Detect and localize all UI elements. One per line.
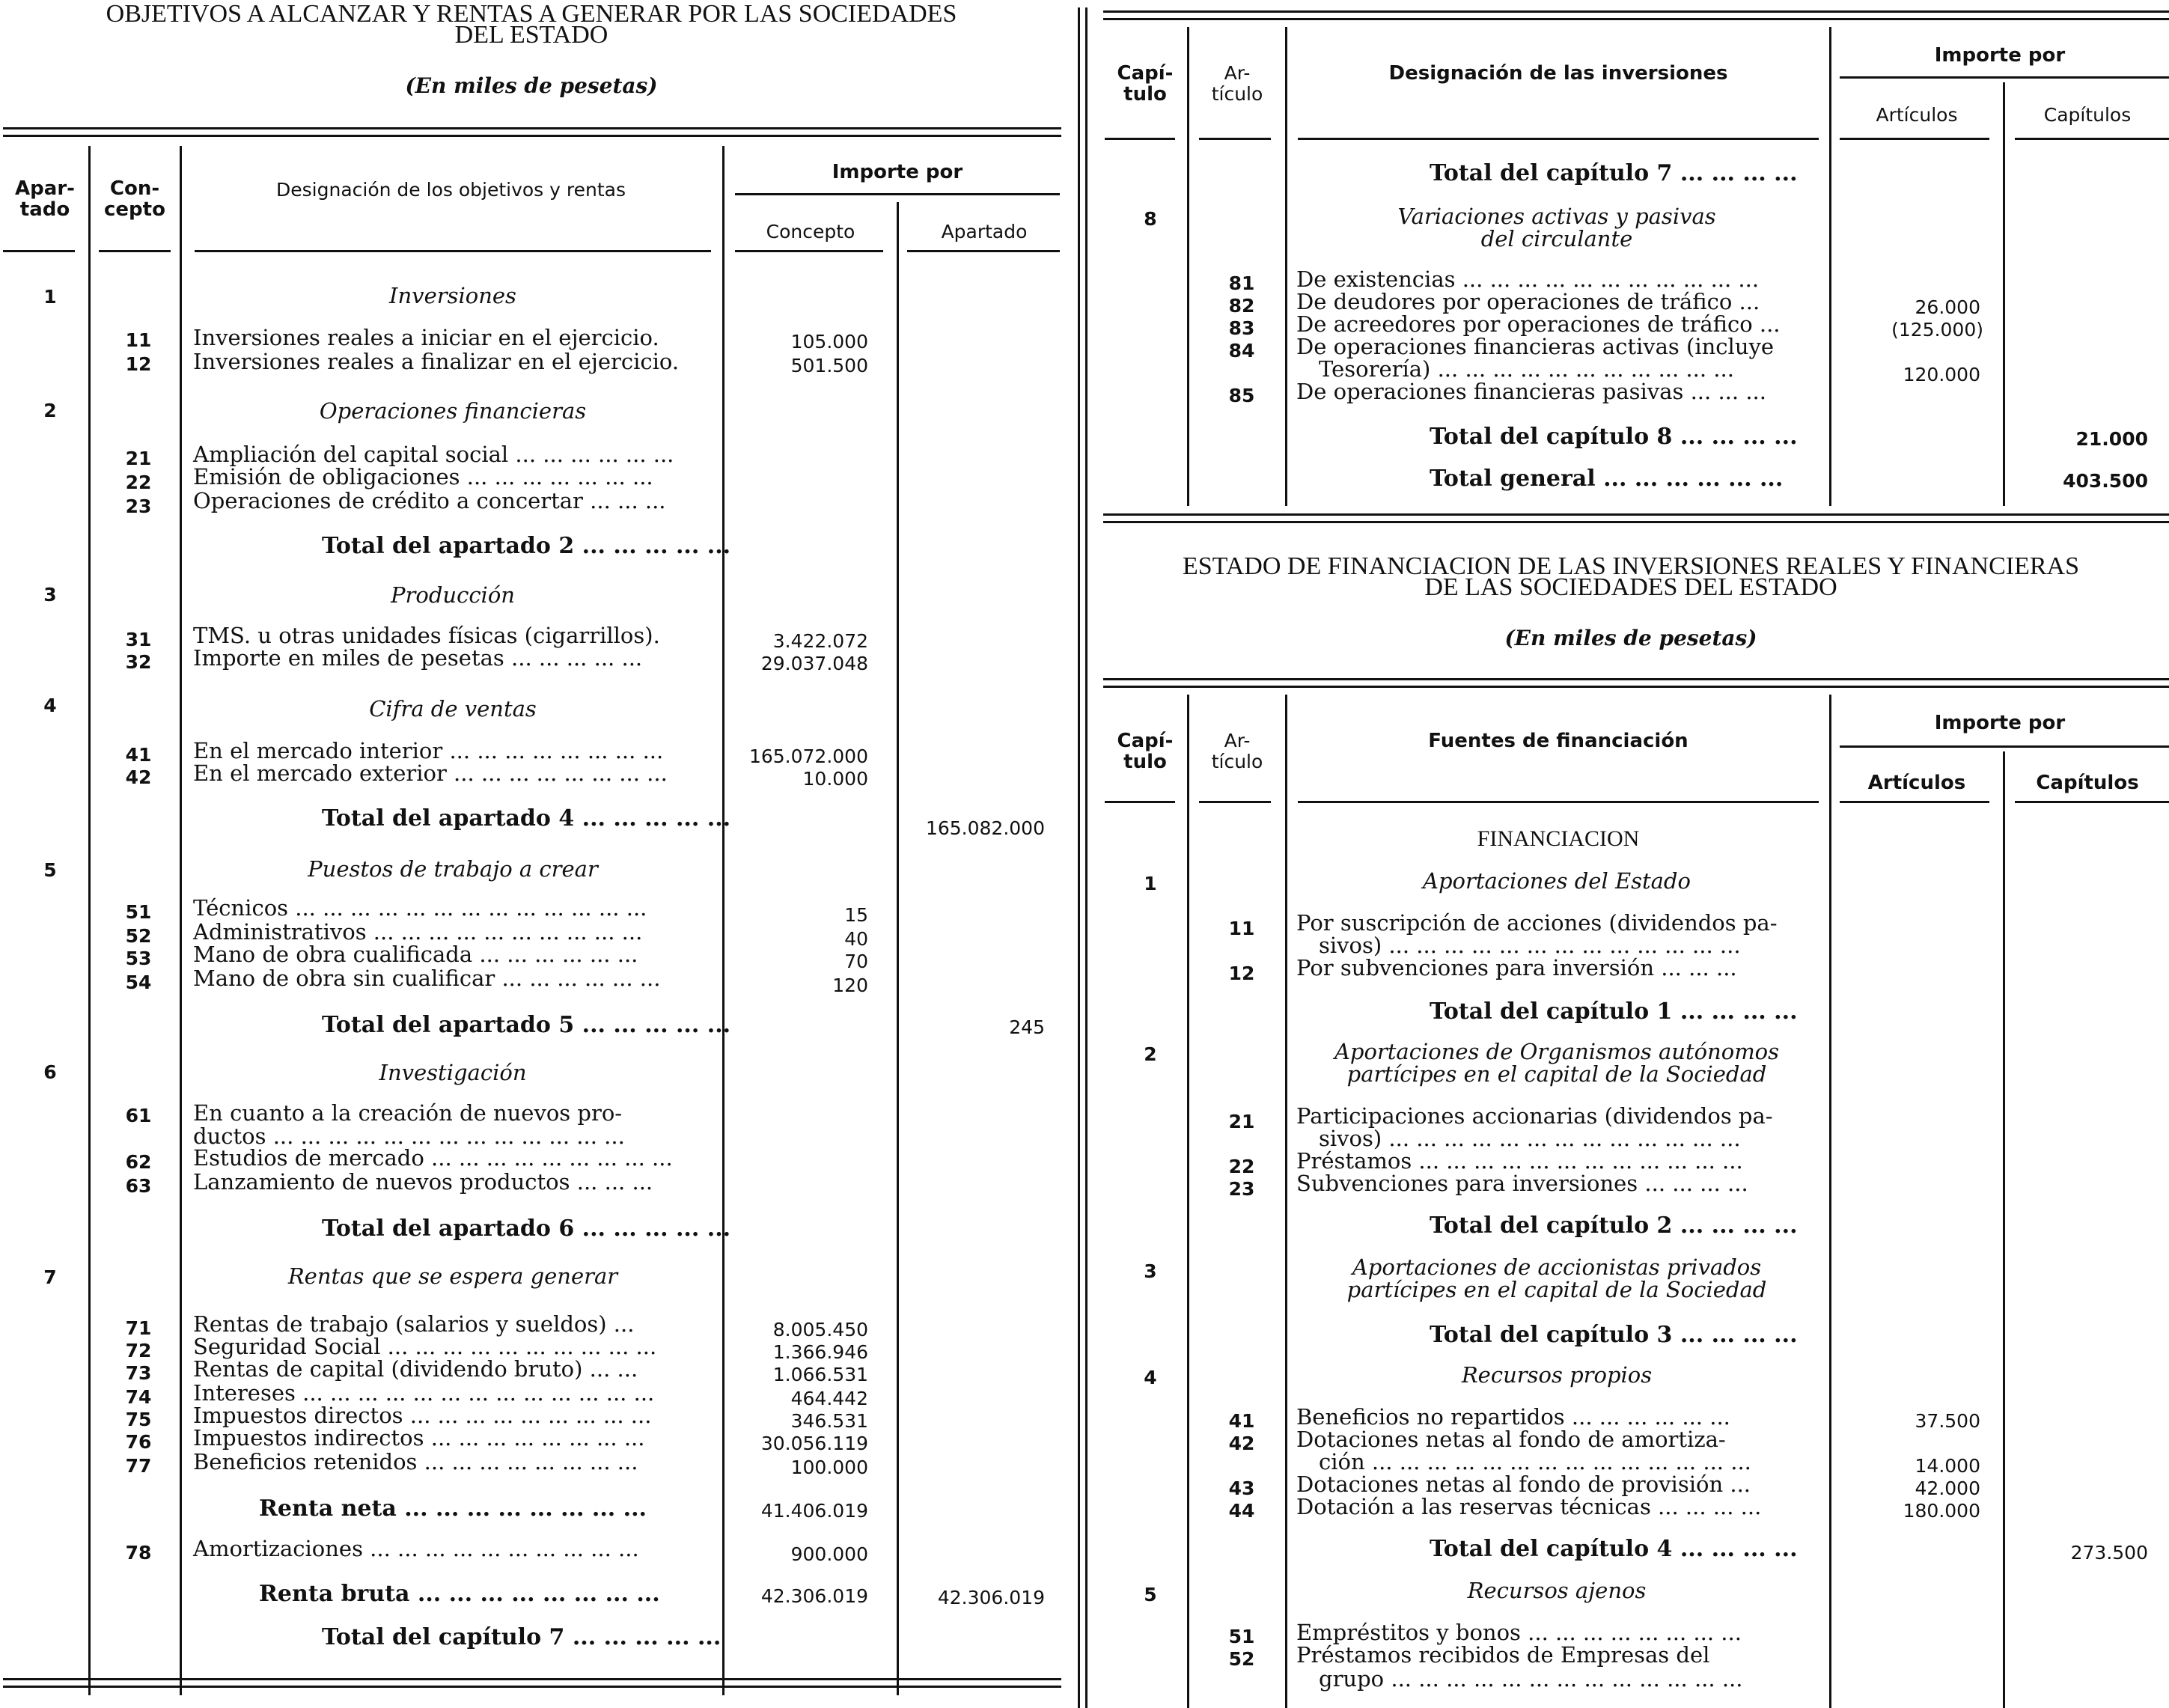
- rt-bottom-rule: [1103, 513, 2169, 516]
- row-concepto-value: 30.056.119: [760, 1433, 868, 1454]
- rt-hdr-articulo-l1: Ar-: [1224, 62, 1251, 84]
- section-number: 3: [43, 584, 57, 606]
- row-text: Administrativos ... ... ... ... ... ... ... ... ... ...: [193, 919, 643, 945]
- rb-section-number: 1: [1144, 873, 1157, 894]
- rt-total-capitulo-8-value: 21.000: [2075, 428, 2148, 450]
- row-text: Rentas de capital (dividendo bruto) ... ...: [193, 1356, 638, 1382]
- rb-row-text: Beneficios no repartidos ... ... ... ... ... ...: [1296, 1404, 1730, 1430]
- total-label: Total del apartado 6 ... ... ... ... ...: [322, 1216, 731, 1242]
- left-col-sep-4: [897, 202, 899, 1695]
- rb-row-text: sivos) ... ... ... ... ... ... ... ... ... ... ... ... ...: [1319, 1126, 1741, 1151]
- row-concepto-value: 10.000: [802, 768, 868, 790]
- hdr-importe-por: Importe por: [832, 161, 963, 183]
- row-code: 22: [125, 472, 152, 493]
- row-code: 23: [125, 495, 152, 517]
- rb-row-text: sivos) ... ... ... ... ... ... ... ... ... ... ... ... ...: [1319, 933, 1741, 958]
- row-code: 32: [125, 651, 152, 673]
- rb-hdr-rule-3: [1298, 801, 1819, 803]
- total-label: Total del apartado 5 ... ... ... ... ...: [322, 1012, 731, 1038]
- section-title: Puestos de trabajo a crear: [308, 856, 598, 882]
- rt-total-general-value: 403.500: [2063, 470, 2148, 492]
- rt-row-text: De operaciones financieras activas (incluye: [1296, 334, 1775, 359]
- row-text: Amortizaciones ... ... ... ... ... ... ... ... ... ...: [193, 1536, 639, 1561]
- row-concepto-value: 100.000: [790, 1457, 868, 1478]
- rt-top-rule-2: [1103, 18, 2169, 20]
- left-bottom-rule-2: [3, 1686, 1061, 1688]
- section-number: 1: [43, 286, 57, 308]
- left-hdr-rule-4: [735, 250, 883, 252]
- row-concepto-value: 464.442: [790, 1388, 868, 1409]
- rt-hdr-capitulo-l1: Capí-: [1117, 62, 1174, 85]
- rt-row-code: 83: [1228, 317, 1255, 339]
- hdr-apartado-l2: tado: [19, 198, 70, 221]
- rt-row-text: De operaciones financieras pasivas ... ... ...: [1296, 379, 1766, 404]
- total-label: Total del apartado 4 ... ... ... ... ...: [322, 805, 731, 832]
- row-text: Mano de obra cualificada ... ... ... ... ... ...: [193, 942, 638, 967]
- total-apartado-value: 245: [1009, 1016, 1045, 1038]
- row-concepto-value: 3.422.072: [772, 630, 868, 652]
- total-apartado-value: 165.082.000: [925, 817, 1045, 839]
- row-code: 76: [125, 1431, 152, 1453]
- rt-hdr-rule-5: [2015, 138, 2169, 140]
- rb-section-title-l1: Recursos propios: [1461, 1362, 1653, 1388]
- row-text: Estudios de mercado ... ... ... ... ... ... ... ... ...: [193, 1145, 673, 1171]
- hdr-concepto-l1: Con-: [109, 177, 160, 200]
- row-code: 71: [125, 1317, 152, 1339]
- total-label: Total del capítulo 7 ... ... ... ... ...: [322, 1624, 722, 1650]
- rb-row-text: Dotación a las reservas técnicas ... ... ... ...: [1296, 1494, 1762, 1519]
- left-hdr-rule-3: [195, 250, 711, 252]
- rb-section-title-l2: partícipes en el capital de la Sociedad: [1346, 1061, 1767, 1087]
- rb-row-code: 52: [1228, 1648, 1255, 1670]
- rb-title-line2: DE LAS SOCIEDADES DEL ESTADO: [1424, 573, 1837, 601]
- total-label: Renta neta ... ... ... ... ... ... ... ...: [259, 1495, 647, 1522]
- row-concepto-value: 346.531: [790, 1410, 868, 1432]
- rt-row-articulos-value: 26.000: [1915, 296, 1980, 318]
- left-col-sep-1: [88, 146, 91, 1695]
- rt-hdr-col-capitulos: Capítulos: [2043, 104, 2132, 126]
- rb-top-rule: [1103, 678, 2169, 680]
- rt-bottom-rule-2: [1103, 521, 2169, 523]
- rt-row-text: De existencias ... ... ... ... ... ... ... ... ... ... ...: [1296, 266, 1760, 292]
- rb-title-line1: ESTADO DE FINANCIACION DE LAS INVERSIONES REALES Y FINANCIERAS: [1183, 552, 2079, 580]
- hdr-col-apartado: Apartado: [941, 221, 1028, 243]
- rb-col-sep-3: [1829, 695, 1831, 1708]
- row-code: 11: [125, 329, 152, 351]
- section-title: Investigación: [379, 1060, 527, 1085]
- row-text: En el mercado interior ... ... ... ... ... ... ... ...: [193, 738, 664, 763]
- hdr-apartado-l1: Apar-: [15, 177, 75, 200]
- rb-section-title-l1: Aportaciones de accionistas privados: [1352, 1254, 1762, 1280]
- row-code: 51: [125, 901, 152, 923]
- rb-total-label: Total del capítulo 2 ... ... ... ...: [1430, 1213, 1798, 1239]
- row-concepto-value: 40: [844, 928, 868, 950]
- row-text: Mano de obra sin cualificar ... ... ... ... ... ...: [193, 966, 661, 991]
- rb-row-code: 23: [1228, 1178, 1255, 1200]
- rb-row-code: 42: [1228, 1433, 1255, 1454]
- left-top-rule-2: [3, 135, 1061, 137]
- rb-row-articulos-value: 180.000: [1903, 1500, 1980, 1522]
- row-text: Beneficios retenidos ... ... ... ... ... ... ... ...: [193, 1449, 638, 1474]
- row-text: En el mercado exterior ... ... ... ... ... ... ... ...: [193, 760, 668, 786]
- row-code: 53: [125, 948, 152, 969]
- rt-row-articulos-value: (125.000): [1891, 319, 1983, 341]
- row-code: 12: [125, 353, 152, 375]
- row-concepto-value: 29.037.048: [760, 653, 868, 674]
- total-label: Renta bruta ... ... ... ... ... ... ... ...: [259, 1581, 660, 1607]
- page-divider-2: [1085, 7, 1087, 1708]
- rt-col-sep-3: [1829, 27, 1831, 506]
- rb-hdr-articulo-l2: tículo: [1211, 751, 1263, 772]
- rb-top-rule-2: [1103, 686, 2169, 688]
- section-number: 6: [43, 1061, 57, 1083]
- rb-hdr-capitulo-l1: Capí-: [1117, 730, 1174, 752]
- row-concepto-value: 15: [844, 904, 868, 926]
- rb-row-text: Subvenciones para inversiones ... ... ... ...: [1296, 1171, 1748, 1196]
- left-title-line1: OBJETIVOS A ALCANZAR Y RENTAS A GENERAR POR LAS SOCIEDADES: [106, 0, 957, 28]
- rb-hdr-col-articulos: Artículos: [1867, 772, 1966, 794]
- rt-row-code: 84: [1228, 340, 1255, 362]
- section-number: 5: [43, 859, 57, 881]
- rt-total-capitulo-7: Total del capítulo 7 ... ... ... ...: [1430, 160, 1798, 186]
- rt-row-text: De acreedores por operaciones de tráfico ...: [1296, 311, 1781, 337]
- left-hdr-rule-5: [907, 250, 1060, 252]
- rb-total-label: Total del capítulo 1 ... ... ... ...: [1430, 998, 1798, 1025]
- row-concepto-value: 900.000: [790, 1543, 868, 1565]
- rb-total-label: Total del capítulo 3 ... ... ... ...: [1430, 1322, 1798, 1348]
- section-number: 4: [43, 695, 57, 716]
- row-text: Operaciones de crédito a concertar ... ... ...: [193, 488, 666, 513]
- rb-row-code: 11: [1228, 918, 1255, 939]
- rb-financiacion-heading: FINANCIACION: [1477, 826, 1640, 851]
- section-number: 2: [43, 400, 57, 421]
- total-apartado-value: 42.306.019: [937, 1587, 1045, 1608]
- rb-col-sep-1: [1187, 695, 1189, 1708]
- rb-section-number: 3: [1144, 1260, 1157, 1282]
- row-code: 74: [125, 1386, 152, 1408]
- row-code: 41: [125, 744, 152, 766]
- rt-hdr-articulo-l2: tículo: [1211, 83, 1263, 105]
- left-importe-rule: [735, 193, 1060, 195]
- row-text: Impuestos directos ... ... ... ... ... ... ... ... ...: [193, 1403, 652, 1428]
- row-text: En cuanto a la creación de nuevos pro-: [193, 1100, 623, 1126]
- row-code: 54: [125, 972, 152, 993]
- row-text: Inversiones reales a finalizar en el ejercicio.: [193, 349, 680, 374]
- rt-row-code: 81: [1228, 272, 1255, 294]
- rt-row-code: 85: [1228, 385, 1255, 406]
- row-code: 62: [125, 1151, 152, 1173]
- rb-row-text: Préstamos recibidos de Empresas del: [1296, 1642, 1710, 1668]
- rt-row-text: Tesorería) ... ... ... ... ... ... ... ... ... ... ...: [1319, 356, 1734, 382]
- row-concepto-value: 8.005.450: [772, 1319, 868, 1341]
- row-text: Técnicos ... ... ... ... ... ... ... ... ... ... ... ... ...: [193, 895, 647, 921]
- rb-section-title-l1: Aportaciones del Estado: [1423, 868, 1691, 894]
- row-text: Emisión de obligaciones ... ... ... ... ... ... ...: [193, 464, 653, 489]
- rt-row-code: 82: [1228, 295, 1255, 317]
- rt-col-sep-4: [2003, 82, 2005, 506]
- left-title-line2: DEL ESTADO: [454, 21, 608, 49]
- row-concepto-value: 501.500: [790, 355, 868, 376]
- row-text: Seguridad Social ... ... ... ... ... ... ... ... ... ...: [193, 1334, 657, 1359]
- rb-row-code: 21: [1228, 1111, 1255, 1132]
- hdr-designacion: Designación de los objetivos y rentas: [276, 179, 626, 201]
- left-hdr-rule-1: [3, 250, 75, 252]
- rb-section-title-l2: partícipes en el capital de la Sociedad: [1346, 1277, 1767, 1302]
- row-concepto-value: 70: [844, 951, 868, 972]
- rt-importe-rule: [1840, 76, 2169, 79]
- rt-total-capitulo-8: Total del capítulo 8 ... ... ... ...: [1430, 424, 1798, 450]
- rt-hdr-rule-4: [1840, 138, 1989, 140]
- rt-hdr-importe-por: Importe por: [1934, 44, 2066, 67]
- rt-hdr-capitulo-l2: tulo: [1123, 83, 1167, 106]
- rb-hdr-capitulo-l2: tulo: [1123, 751, 1167, 773]
- row-concepto-value: 1.366.946: [772, 1341, 868, 1363]
- rb-row-articulos-value: 42.000: [1915, 1477, 1980, 1499]
- rt-row-text: De deudores por operaciones de tráfico ...: [1296, 289, 1760, 314]
- section-title: Producción: [391, 582, 515, 608]
- row-concepto-value: 165.072.000: [748, 745, 868, 767]
- row-concepto-value: 120: [832, 975, 868, 996]
- rb-hdr-rule-2: [1199, 801, 1271, 803]
- row-code: 21: [125, 448, 152, 469]
- row-text: Ampliación del capital social ... ... ... ... ... ...: [193, 442, 674, 467]
- row-code: 42: [125, 766, 152, 788]
- rt-section-title-l1: Variaciones activas y pasivas: [1397, 204, 1716, 229]
- row-code: 75: [125, 1409, 152, 1430]
- hdr-concepto-l2: cepto: [104, 198, 165, 221]
- rb-row-articulos-value: 37.500: [1915, 1410, 1980, 1432]
- rb-total-capitulos-value: 273.500: [2070, 1542, 2148, 1564]
- page-divider: [1078, 7, 1080, 1708]
- rt-hdr-rule-3: [1298, 138, 1819, 140]
- rt-section-title-l2: del circulante: [1480, 226, 1633, 251]
- rb-hdr-rule-5: [2015, 801, 2169, 803]
- row-text: Impuestos indirectos ... ... ... ... ... ... ... ...: [193, 1425, 645, 1451]
- rb-hdr-articulo-l1: Ar-: [1224, 730, 1251, 751]
- rb-section-number: 5: [1144, 1584, 1157, 1605]
- rb-row-code: 41: [1228, 1410, 1255, 1432]
- rb-total-label: Total del capítulo 4 ... ... ... ...: [1430, 1536, 1798, 1562]
- row-text: Importe en miles de pesetas ... ... ... ... ...: [193, 645, 643, 671]
- row-text: Rentas de trabajo (salarios y sueldos) ...: [193, 1311, 635, 1337]
- row-text: Lanzamiento de nuevos productos ... ... ...: [193, 1169, 653, 1195]
- rb-row-text: Empréstitos y bonos ... ... ... ... ... ... ... ...: [1296, 1620, 1742, 1645]
- rb-subtitle: (En miles de pesetas): [1504, 626, 1757, 650]
- rb-hdr-rule-1: [1105, 801, 1175, 803]
- rb-importe-rule: [1840, 745, 2169, 748]
- rb-section-number: 2: [1144, 1043, 1157, 1065]
- left-col-sep-2: [180, 146, 182, 1695]
- rt-total-general: Total general ... ... ... ... ... ...: [1430, 466, 1784, 492]
- row-code: 72: [125, 1340, 152, 1361]
- row-code: 63: [125, 1175, 152, 1197]
- rb-row-code: 12: [1228, 963, 1255, 984]
- rb-col-sep-4: [2003, 751, 2005, 1708]
- total-concepto-value: 41.406.019: [760, 1500, 868, 1522]
- rb-hdr-col-capitulos: Capítulos: [2036, 772, 2139, 794]
- section-title: Cifra de ventas: [369, 696, 537, 722]
- rt-hdr-rule-2: [1199, 138, 1271, 140]
- rb-row-code: 22: [1228, 1156, 1255, 1177]
- row-code: 31: [125, 629, 152, 650]
- rb-row-text: Por subvenciones para inversión ... ... ...: [1296, 955, 1737, 980]
- row-text: Intereses ... ... ... ... ... ... ... ... ... ... ... ... ...: [193, 1380, 655, 1406]
- rb-row-code: 51: [1228, 1626, 1255, 1647]
- rb-hdr-rule-4: [1840, 801, 1989, 803]
- rt-top-rule: [1103, 10, 2169, 13]
- rt-hdr-col-articulos: Artículos: [1876, 104, 1958, 126]
- rt-hdr-designacion: Designación de las inversiones: [1388, 62, 1728, 85]
- rb-row-text: Por suscripción de acciones (dividendos pa-: [1296, 910, 1778, 936]
- rb-row-text: Participaciones accionarias (dividendos pa-: [1296, 1103, 1773, 1129]
- row-code: 61: [125, 1105, 152, 1126]
- row-text: Inversiones reales a iniciar en el ejercicio.: [193, 325, 659, 350]
- rb-hdr-fuentes: Fuentes de financiación: [1428, 730, 1688, 752]
- section-title: Inversiones: [389, 283, 516, 308]
- row-code: 52: [125, 925, 152, 947]
- rb-section-title-l1: Aportaciones de Organismos autónomos: [1334, 1039, 1780, 1064]
- rt-hdr-rule-1: [1105, 138, 1175, 140]
- rb-section-title-l1: Recursos ajenos: [1467, 1578, 1647, 1603]
- rb-row-code: 43: [1228, 1477, 1255, 1499]
- left-bottom-rule: [3, 1678, 1061, 1680]
- rb-hdr-importe-por: Importe por: [1934, 712, 2066, 734]
- hdr-col-concepto: Concepto: [766, 221, 855, 243]
- section-title: Rentas que se espera generar: [287, 1263, 618, 1289]
- row-text: TMS. u otras unidades físicas (cigarrillos).: [193, 623, 660, 648]
- rt-row-articulos-value: 120.000: [1903, 364, 1980, 385]
- section-title: Operaciones financieras: [319, 398, 587, 424]
- row-code: 78: [125, 1542, 152, 1564]
- row-concepto-value: 1.066.531: [772, 1364, 868, 1385]
- section-number: 7: [43, 1266, 57, 1288]
- left-top-rule: [3, 127, 1061, 129]
- total-concepto-value: 42.306.019: [760, 1585, 868, 1607]
- row-code: 73: [125, 1362, 152, 1384]
- rb-row-text: ción ... ... ... ... ... ... ... ... ... ... ... ... ... ...: [1319, 1449, 1751, 1474]
- left-hdr-rule-2: [99, 250, 171, 252]
- rb-row-code: 44: [1228, 1500, 1255, 1522]
- rb-row-text: Dotaciones netas al fondo de provisión ...: [1296, 1471, 1751, 1497]
- total-label: Total del apartado 2 ... ... ... ... ...: [322, 533, 731, 559]
- row-text: ductos ... ... ... ... ... ... ... ... ... ... ... ... ...: [193, 1123, 625, 1149]
- rb-row-text: Préstamos ... ... ... ... ... ... ... ... ... ... ... ...: [1296, 1148, 1743, 1174]
- rb-row-articulos-value: 14.000: [1915, 1455, 1980, 1477]
- rb-section-number: 4: [1144, 1367, 1157, 1388]
- row-code: 77: [125, 1455, 152, 1477]
- rb-row-text: Dotaciones netas al fondo de amortiza-: [1296, 1427, 1726, 1452]
- left-subtitle: (En miles de pesetas): [405, 73, 658, 98]
- rt-section-number: 8: [1144, 208, 1157, 230]
- row-concepto-value: 105.000: [790, 331, 868, 353]
- rb-row-text: grupo ... ... ... ... ... ... ... ... ... ... ... ... ...: [1319, 1666, 1743, 1692]
